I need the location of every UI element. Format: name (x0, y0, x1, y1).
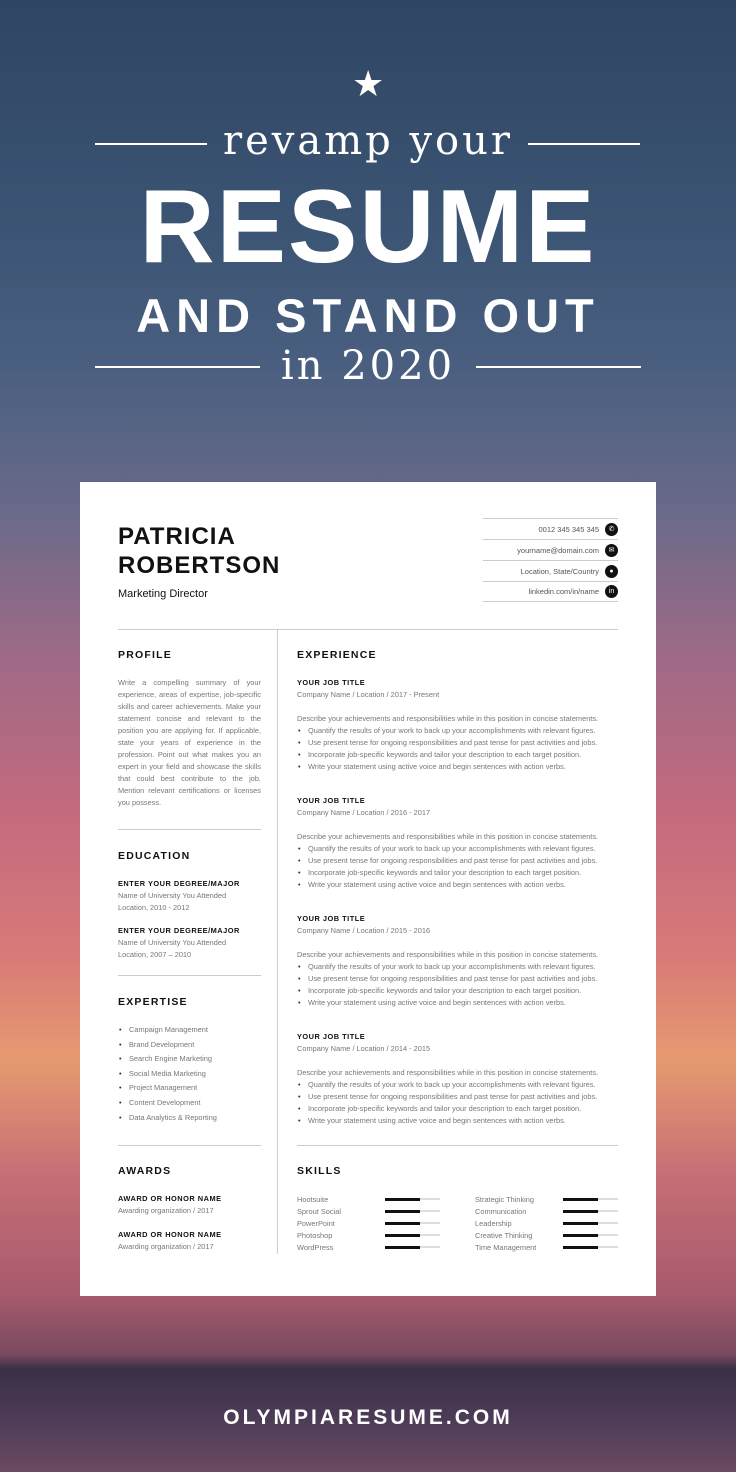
website-link[interactable]: OLYMPIARESUME.COM (223, 1406, 513, 1429)
award-meta: Awarding organization / 2017 (118, 1206, 214, 1215)
skill-item (297, 1217, 475, 1229)
banner-line3: AND STAND OUT (136, 289, 600, 342)
skill-name: Photoshop (297, 1230, 333, 1240)
job-description: Describe your achievements and responsibilities while in this position in concise statements. (297, 950, 599, 959)
column-divider (277, 630, 278, 1254)
profile-text: Write a compelling summary of your experience, areas of expertise, job-specific skills and career achievements. Make your statement concise and relevant to the position you are applying for. If applicable, state your years of experience in the profession. Point out what makes you an expert in your field and showcase the skills that could best contribute to the job. Mention relevant certifications or licenses you possess. (118, 678, 261, 807)
skill-name: Leadership (475, 1218, 512, 1228)
job-title: YOUR JOB TITLE (297, 678, 366, 687)
job-bullet: • Use present tense for ongoing responsibilities and past tense for past activities and jobs. (297, 1091, 622, 1103)
skill-level-fill (385, 1198, 420, 1201)
resume-preview (80, 482, 656, 1296)
skills-heading: SKILLS (297, 1165, 342, 1177)
skill-item (297, 1205, 475, 1217)
skill-name: Hootsuite (297, 1194, 329, 1204)
job-bullet: • Write your statement using active voice and begin sentences with action verbs. (297, 1115, 622, 1127)
right-column (297, 649, 622, 1149)
resume-role: Marketing Director (118, 588, 208, 600)
skill-level-bar (563, 1210, 618, 1212)
contact-item (483, 560, 618, 581)
skill-level-fill (563, 1222, 598, 1225)
banner-title: RESUME (139, 169, 597, 285)
contact-list (483, 518, 618, 602)
skill-level-bar (385, 1234, 440, 1236)
contact-item (483, 539, 618, 560)
contact-text: linkedin.com/in/name (528, 587, 599, 596)
email-icon: ✉ (605, 544, 618, 557)
divider (118, 829, 261, 830)
contact-text: Location, State/Country (520, 566, 599, 576)
skill-level-fill (563, 1234, 598, 1237)
job-bullet: • Quantify the results of your work to back up your accomplishments with relevant figures. (297, 843, 622, 855)
skill-level-bar (563, 1246, 618, 1248)
skill-item (475, 1229, 618, 1241)
skill-item (475, 1205, 618, 1217)
resume-name (118, 522, 280, 580)
skill-level-fill (385, 1222, 420, 1225)
education-item (118, 878, 261, 914)
education-meta: Location, 2007 – 2010 (118, 950, 192, 959)
contact-text: yourname@domain.com (517, 545, 599, 555)
banner-line4: in 2020 (280, 343, 456, 389)
expertise-item: • Social Media Marketing (118, 1067, 261, 1082)
location-icon: ● (605, 565, 618, 578)
expertise-list (118, 1023, 261, 1125)
expertise-item: • Brand Development (118, 1038, 261, 1053)
skill-item (297, 1241, 475, 1253)
divider (118, 1145, 261, 1146)
profile-heading: PROFILE (118, 649, 172, 661)
first-name: PATRICIA (118, 523, 236, 550)
star-icon: ★ (352, 63, 385, 104)
job-bullet: • Write your statement using active voice and begin sentences with action verbs. (297, 879, 622, 891)
linkedin-icon: in (605, 585, 618, 598)
expertise-item: • Campaign Management (118, 1023, 261, 1038)
skill-level-fill (563, 1198, 598, 1201)
job-bullet: • Quantify the results of your work to back up your accomplishments with relevant figures. (297, 961, 622, 973)
skill-level-bar (385, 1198, 440, 1200)
education-list (118, 878, 261, 961)
job-bullet: • Write your statement using active voice and begin sentences with action verbs. (297, 997, 622, 1009)
job-entry (297, 795, 622, 913)
job-entry (297, 1031, 622, 1149)
job-title: YOUR JOB TITLE (297, 796, 366, 805)
skills-section (297, 1165, 618, 1253)
expertise-item: • Content Development (118, 1096, 261, 1111)
job-bullet: • Quantify the results of your work to back up your accomplishments with relevant figures. (297, 725, 622, 737)
awards-section (118, 1165, 261, 1253)
skill-item (475, 1217, 618, 1229)
award-name: AWARD OR HONOR NAME (118, 1230, 222, 1239)
job-company: Company Name / Location / 2015 - 2016 (297, 926, 431, 935)
contact-item (483, 581, 618, 602)
skill-level-bar (385, 1210, 440, 1212)
skill-name: Communication (475, 1206, 527, 1216)
skill-name: Strategic Thinking (475, 1194, 535, 1204)
job-description: Describe your achievements and responsibilities while in this position in concise statements. (297, 1068, 599, 1077)
job-company: Company Name / Location / 2016 - 2017 (297, 808, 431, 817)
degree: ENTER YOUR DEGREE/MAJOR (118, 926, 240, 935)
skill-name: WordPress (297, 1242, 334, 1252)
left-column (118, 649, 261, 1125)
skill-level-bar (563, 1234, 618, 1236)
skill-item (297, 1193, 475, 1205)
skill-level-bar (385, 1222, 440, 1224)
skill-name: Creative Thinking (475, 1230, 533, 1240)
skill-name: Time Management (475, 1242, 537, 1252)
banner-line1: revamp your (222, 118, 514, 164)
job-bullet: • Use present tense for ongoing responsibilities and past tense for past activities and jobs. (297, 973, 622, 985)
skill-item (475, 1193, 618, 1205)
expertise-item: • Data Analytics & Reporting (118, 1111, 261, 1126)
skill-level-fill (563, 1246, 598, 1249)
expertise-heading: EXPERTISE (118, 996, 188, 1008)
skill-level-bar (385, 1246, 440, 1248)
experience-list (297, 677, 622, 1149)
skill-name: Sprout Social (297, 1206, 341, 1216)
last-name: ROBERTSON (118, 552, 281, 579)
award-meta: Awarding organization / 2017 (118, 1242, 214, 1251)
skills-grid (297, 1193, 618, 1253)
job-bullet: • Write your statement using active voice and begin sentences with action verbs. (297, 761, 622, 773)
job-bullet: • Incorporate job-specific keywords and tailor your description to each target position. (297, 985, 622, 997)
job-description: Describe your achievements and responsibilities while in this position in concise statements. (297, 714, 599, 723)
skill-level-bar (563, 1222, 618, 1224)
skill-item (297, 1229, 475, 1241)
job-entry (297, 677, 622, 795)
award-name: AWARD OR HONOR NAME (118, 1194, 222, 1203)
contact-item (483, 518, 618, 539)
job-bullets (297, 725, 622, 773)
skill-level-fill (385, 1210, 420, 1213)
education-heading: EDUCATION (118, 850, 191, 862)
divider (297, 1145, 618, 1146)
expertise-item: • Project Management (118, 1081, 261, 1096)
job-company: Company Name / Location / 2014 - 2015 (297, 1044, 431, 1053)
skill-level-fill (385, 1234, 420, 1237)
education-item (118, 925, 261, 961)
job-bullet: • Incorporate job-specific keywords and tailor your description to each target position. (297, 749, 622, 761)
job-title: YOUR JOB TITLE (297, 1032, 366, 1041)
award-item (118, 1193, 261, 1217)
skill-name: PowerPoint (297, 1218, 335, 1228)
awards-heading: AWARDS (118, 1165, 172, 1177)
degree: ENTER YOUR DEGREE/MAJOR (118, 879, 240, 888)
job-bullet: • Quantify the results of your work to back up your accomplishments with relevant figures. (297, 1079, 622, 1091)
skill-level-fill (385, 1246, 420, 1249)
expertise-item: • Search Engine Marketing (118, 1052, 261, 1067)
job-bullet: • Use present tense for ongoing responsibilities and past tense for past activities and jobs. (297, 855, 622, 867)
phone-icon: ✆ (605, 523, 618, 536)
award-item (118, 1229, 261, 1253)
job-bullet: • Use present tense for ongoing responsibilities and past tense for past activities and jobs. (297, 737, 622, 749)
skill-level-bar (563, 1198, 618, 1200)
job-bullets (297, 1079, 622, 1127)
job-bullet: • Incorporate job-specific keywords and tailor your description to each target position. (297, 1103, 622, 1115)
job-company: Company Name / Location / 2017 - Present (297, 690, 440, 699)
school: Name of University You Attended (118, 891, 227, 900)
job-bullet: • Incorporate job-specific keywords and tailor your description to each target position. (297, 867, 622, 879)
job-description: Describe your achievements and responsibilities while in this position in concise statements. (297, 832, 599, 841)
awards-list (118, 1193, 261, 1253)
job-bullets (297, 843, 622, 891)
divider (118, 975, 261, 976)
contact-text: 0012 345 345 345 (538, 524, 599, 534)
divider (118, 629, 618, 630)
school: Name of University You Attended (118, 938, 227, 947)
job-bullets (297, 961, 622, 1009)
education-meta: Location, 2010 - 2012 (118, 903, 190, 912)
skill-item (475, 1241, 618, 1253)
job-entry (297, 913, 622, 1031)
job-title: YOUR JOB TITLE (297, 914, 366, 923)
experience-heading: EXPERIENCE (297, 649, 377, 661)
skill-level-fill (563, 1210, 598, 1213)
